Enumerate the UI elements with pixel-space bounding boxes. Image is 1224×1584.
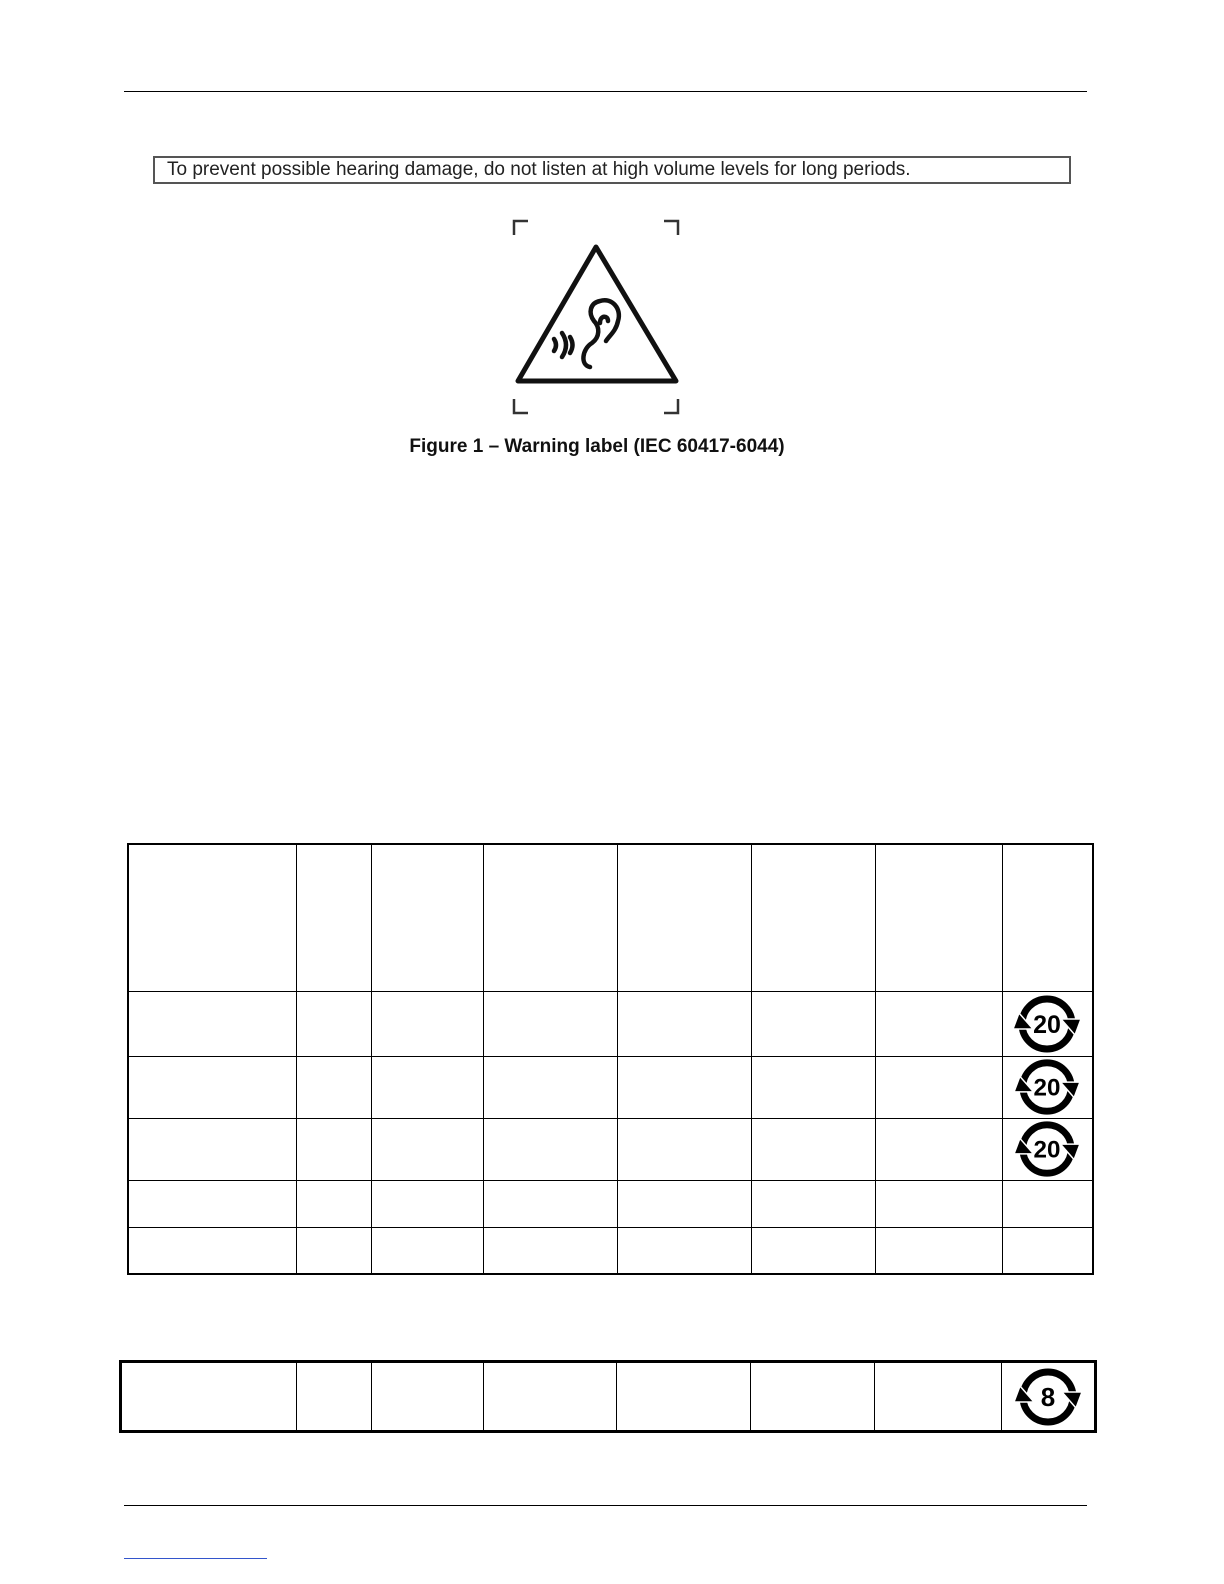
figure-caption: Figure 1 – Warning label (IEC 60417-6044): [409, 436, 785, 457]
table-cell: [751, 991, 875, 1056]
header-cell: [128, 844, 296, 991]
table-cell: [484, 1362, 617, 1432]
table-cell: [751, 1056, 875, 1118]
table-cell: [617, 1056, 751, 1118]
table-cell: [128, 991, 296, 1056]
table-cell: [483, 1180, 617, 1227]
table-cell: [617, 1227, 751, 1274]
table-cell: [371, 1056, 483, 1118]
table-row: [128, 1227, 1093, 1274]
epup-cell: [1002, 1180, 1093, 1227]
table-cell: [751, 1227, 875, 1274]
table-row: [128, 1056, 1093, 1118]
epup-cell: [1002, 1227, 1093, 1274]
table-cell: [617, 1362, 751, 1432]
epup-cell: [1002, 1118, 1093, 1180]
battery-substances-table: [119, 1360, 1097, 1433]
table-cell: [483, 991, 617, 1056]
table-cell: [371, 1118, 483, 1180]
epup-years: 20: [1033, 1136, 1061, 1164]
hearing-protection-warning-icon: [496, 217, 696, 417]
table-cell: [128, 1180, 296, 1227]
environment-protection-use-period-icon: [1011, 1057, 1083, 1117]
table-cell: [617, 1118, 751, 1180]
table-cell: [875, 1118, 1002, 1180]
table-cell: [296, 991, 371, 1056]
header-cell: [617, 844, 751, 991]
table-cell: [371, 1180, 483, 1227]
table-cell: [371, 991, 483, 1056]
footer-link-underline[interactable]: [124, 1558, 267, 1559]
header-cell: [296, 844, 371, 991]
table-cell: [875, 1180, 1002, 1227]
table-cell: [296, 1118, 371, 1180]
table-cell: [751, 1118, 875, 1180]
epup-cell: [1002, 1056, 1093, 1118]
environment-protection-use-period-icon: [1012, 1365, 1084, 1429]
environment-protection-use-period-icon: [1011, 1119, 1083, 1179]
table-cell: [751, 1362, 875, 1432]
table-row: [128, 1180, 1093, 1227]
table-cell: [483, 1056, 617, 1118]
table-cell: [296, 1056, 371, 1118]
hazardous-substances-table: [127, 843, 1094, 1275]
table-cell: [297, 1362, 372, 1432]
footer-rule: [124, 1505, 1087, 1506]
header-cell: [751, 844, 875, 991]
table-cell: [617, 991, 751, 1056]
header-cell: [483, 844, 617, 991]
table-cell: [875, 1056, 1002, 1118]
table-cell: [296, 1227, 371, 1274]
table-cell: [128, 1118, 296, 1180]
table-cell: [875, 1362, 1002, 1432]
epup-cell: [1002, 1362, 1096, 1432]
table-cell: [483, 1118, 617, 1180]
table-cell: [128, 1056, 296, 1118]
table-row: [128, 991, 1093, 1056]
epup-years: 20: [1033, 1074, 1061, 1102]
table-row: [128, 1118, 1093, 1180]
hearing-warning-text: To prevent possible hearing damage, do not listen at high volume levels for long periods.: [153, 156, 1071, 184]
epup-years: 8: [1040, 1381, 1056, 1412]
header-rule: [124, 91, 1087, 92]
table-cell: [128, 1227, 296, 1274]
header-cell: [875, 844, 1002, 991]
table-cell: [121, 1362, 297, 1432]
table-cell: [875, 1227, 1002, 1274]
epup-cell: [1002, 991, 1093, 1056]
table-cell: [483, 1227, 617, 1274]
table-cell: [372, 1362, 484, 1432]
table-cell: [751, 1180, 875, 1227]
table-cell: [617, 1180, 751, 1227]
header-cell: [1002, 844, 1093, 991]
table-cell: [296, 1180, 371, 1227]
header-cell: [371, 844, 483, 991]
table-row: [121, 1362, 1096, 1432]
environment-protection-use-period-icon: [1011, 993, 1083, 1055]
table-cell: [371, 1227, 483, 1274]
epup-years: 20: [1033, 1010, 1062, 1039]
table-cell: [875, 991, 1002, 1056]
table-header-row: [128, 844, 1093, 991]
